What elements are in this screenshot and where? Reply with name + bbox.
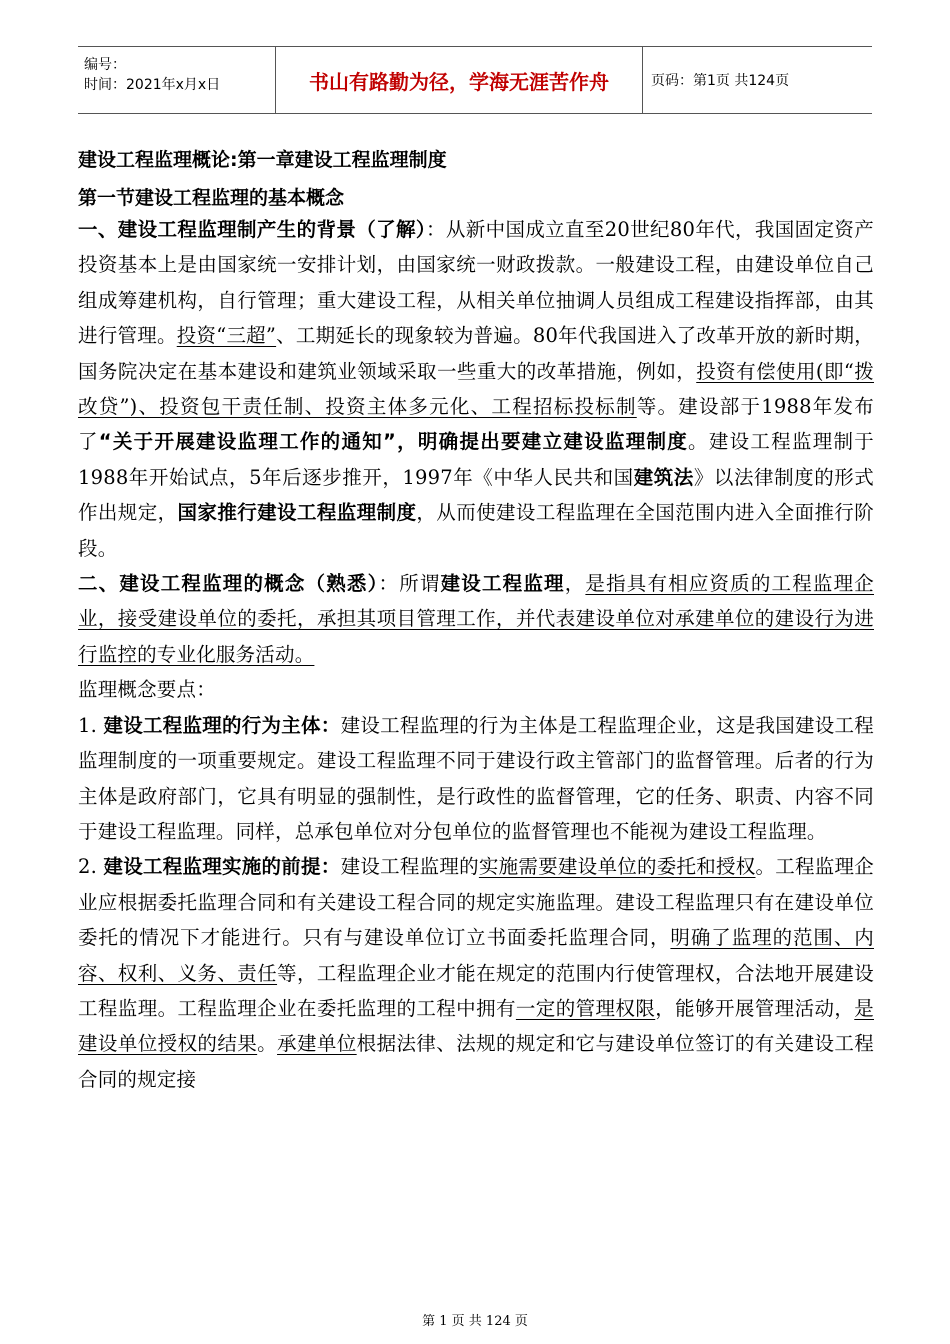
- text-run: 。: [257, 1032, 278, 1056]
- page-footer: 第 1 页 共 124 页: [422, 1314, 528, 1329]
- text-run: 根据法律、法规的规定和它与建设单位签订的有关建设工程合同的规定接: [78, 1032, 874, 1091]
- header-number: 编号：: [84, 57, 126, 73]
- header-page-info: 页码：第1页 共124页: [651, 73, 790, 89]
- header-meta: [78, 47, 276, 113]
- underlined-text: 明确了监理的范围、内容、权利、义务、责任: [78, 926, 874, 985]
- paragraph-point-2: [78, 849, 874, 1097]
- text-run: ，从而使建设工程监理在全国范围内进入全面推行阶段。: [78, 501, 874, 560]
- paragraph-point-1: [78, 708, 874, 850]
- underlined-text: 是指具有相应资质的工程监理企业，接受建设单位的委托，承担其项目管理工作，并代表建设单位对承建单位的建设行为进行监控的专业化服务活动。: [78, 572, 874, 666]
- bold-text: “关于开展建设监理工作的通知”，明确提出要建立建设监理制度: [98, 430, 689, 454]
- text-run: ，: [564, 572, 586, 596]
- paragraph-heading: 一、建设工程监理制产生的背景（了解）: [78, 218, 426, 241]
- underlined-text: 是建设单位授权的结果: [78, 996, 874, 1056]
- bold-text: 国家推行建设工程监理制度: [177, 501, 417, 525]
- underlined-text: 实施需要建设单位的委托和授权: [478, 855, 756, 879]
- text-run: 》以法律制度的形式作出规定，: [78, 465, 875, 525]
- document-body: [78, 146, 874, 1097]
- underlined-text: 一定的管理权限: [515, 996, 656, 1020]
- bold-text: 建设工程监理实施的前提：: [103, 855, 341, 879]
- text-run: ：所谓: [378, 572, 441, 596]
- text-run: ：从新中国成立直至20世纪80年代，我国固定资产投资基本上是由国家统一安排计划，由国家统一财政拨款。一般建设工程，由建设单位自己组成筹建机构，自行管理；重大建设工程，从相关单位抽调人员组成工程建设指挥部，由其进行管理。: [78, 218, 874, 348]
- bold-text: 建筑法: [633, 465, 694, 489]
- header-motto: 书山有路勤为径，学海无涯苦作舟: [276, 47, 643, 113]
- page-header: [78, 46, 872, 114]
- header-time: 时间：2021年x月x日: [84, 77, 221, 93]
- text-run: 建设工程监理的行为主体是工程监理企业，这是我国建设工程监理制度的一项重要规定。建设工程监理不同于建设行政主管部门的监督管理。后者的行为主体是政府部门，它具有明显的强制性，是行政性的监督管理，它的任务、职责、内容不同于建设工程监理。同样，总承包单位对分包单位的监督管理也不能视为建设工程监理。: [78, 713, 874, 843]
- paragraph-heading: 二、建设工程监理的概念（熟悉）: [78, 572, 379, 596]
- text-run: 等。建设部于1988年发布了: [78, 395, 874, 454]
- paragraph-key-points: 监理概念要点：: [78, 678, 216, 702]
- document-title: 建设工程监理概论:第一章建设工程监理制度: [78, 149, 447, 171]
- bold-text: 建设工程监理的行为主体：: [103, 713, 341, 737]
- list-number: 1.: [78, 713, 104, 737]
- text-run: 。工程监理企业应根据委托监理合同和有关建设工程合同的规定实施监理。建设工程监理只有在建设单位委托的情况下才能进行。只有与建设单位订立书面委托监理合同，: [78, 855, 875, 950]
- paragraph-background: [78, 212, 874, 566]
- underlined-text: 投资“三超”: [176, 324, 277, 348]
- text-run: 建设工程监理的: [340, 855, 479, 879]
- text-run: 。建设工程监理制于1988年开始试点，5年后逐步推开，1997年《中华人民共和国: [78, 430, 874, 489]
- underlined-text: 投资有偿使用(即“拨改贷”)、投资包干责任制、投资主体多元化、工程招标投标制: [78, 359, 874, 419]
- underlined-text: 承建单位: [277, 1032, 357, 1056]
- paragraph-concept: [78, 566, 874, 672]
- section-title: 第一节建设工程监理的基本概念: [78, 187, 345, 209]
- list-number: 2.: [78, 855, 104, 879]
- bold-text: 建设工程监理: [440, 572, 565, 596]
- text-run: ，能够开展管理活动，: [655, 996, 855, 1020]
- text-run: 、工期延长的现象较为普遍。80年代我国进入了改革开放的新时期，国务院决定在基本建设和建筑业领域采取一些重大的改革措施，例如，: [78, 324, 874, 383]
- text-run: 等，工程监理企业才能在规定的范围内行使管理权，合法地开展建设工程监理。工程监理企业在委托监理的工程中拥有: [78, 961, 874, 1020]
